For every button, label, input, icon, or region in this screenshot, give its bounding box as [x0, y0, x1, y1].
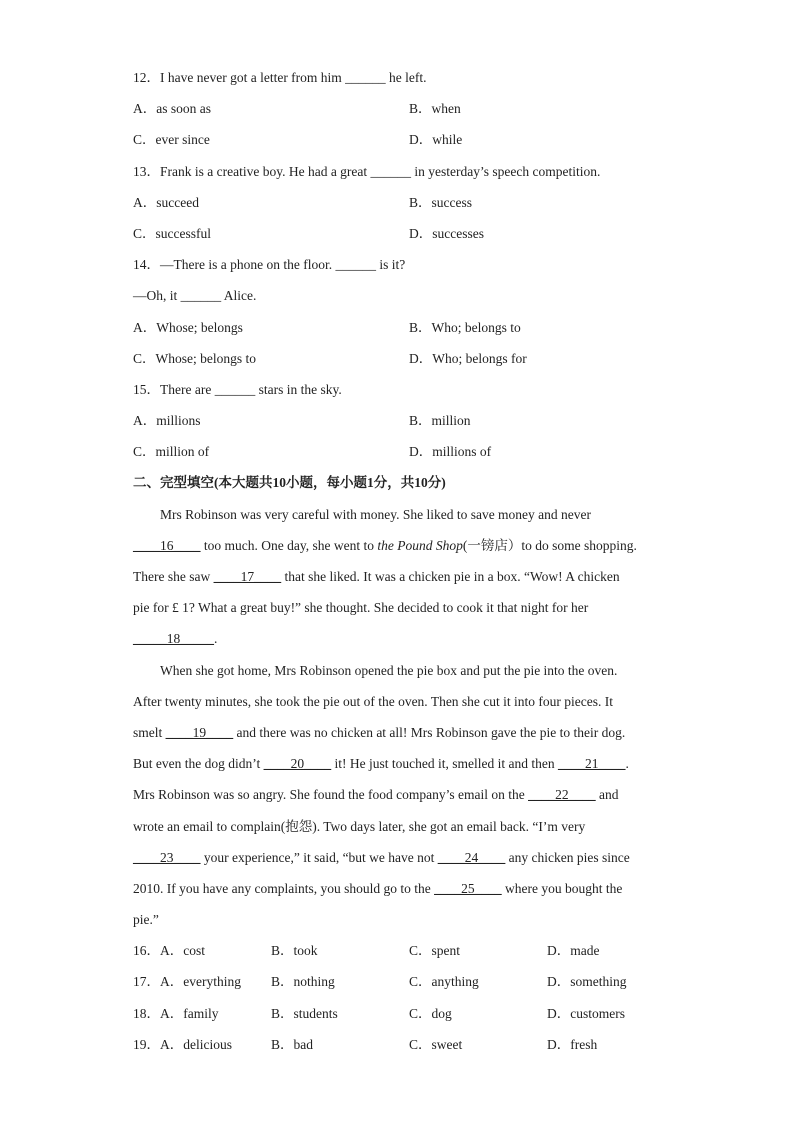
option-d[interactable]: D．made [547, 943, 600, 959]
blank-20: ____20____ [263, 756, 332, 772]
passage-line [133, 873, 663, 904]
option-b[interactable]: B．million [409, 413, 471, 429]
blank-24: ____24____ [437, 849, 506, 865]
blank-21: ____21____ [557, 756, 626, 772]
passage-line [133, 561, 663, 592]
blank-19: ____19____ [165, 724, 234, 740]
question-12-options-row2 [133, 124, 663, 155]
option-c[interactable]: C．spent [409, 943, 461, 959]
question-number: 17． [133, 974, 160, 990]
option-a[interactable]: A．millions [133, 413, 201, 429]
blank-23: ____23____ [133, 849, 201, 865]
option-b[interactable]: B．when [409, 101, 461, 117]
question-14-stem-reply: —Oh, it ______ Alice. [133, 288, 257, 304]
option-d[interactable]: D．successes [409, 225, 484, 241]
blank-18: _____18_____ [133, 631, 214, 647]
question-14-options-row2 [133, 343, 663, 374]
question-number: 18． [133, 1005, 160, 1021]
passage-text: Mrs Robinson was so angry. She found the food company’s email on the [133, 787, 529, 803]
option-b[interactable]: B．success [409, 194, 472, 210]
passage-text: (一镑店）to do some shopping. [462, 537, 637, 553]
option-a[interactable]: A．delicious [160, 1036, 232, 1052]
option-c[interactable]: C．ever since [133, 132, 210, 148]
option-b[interactable]: B．bad [271, 1036, 313, 1052]
question-number: 16． [133, 943, 160, 959]
option-c[interactable]: C．sweet [409, 1036, 463, 1052]
option-d[interactable]: D．Who; belongs for [409, 350, 527, 366]
passage-text: that she liked. It was a chicken pie in a box. “Wow! A chicken [281, 569, 620, 584]
passage-text: any chicken pies since [505, 849, 630, 865]
cloze-19-options [133, 1029, 663, 1060]
blank-16: ____16____ [133, 537, 201, 553]
option-c[interactable]: C．successful [133, 225, 211, 241]
question-15-stem: 15．There are ______ stars in the sky. [133, 381, 342, 397]
passage-text: . [625, 756, 629, 772]
option-b[interactable]: B．Who; belongs to [409, 319, 521, 335]
question-12-stem: 12．I have never got a letter from him ______ he left. [133, 70, 427, 85]
option-d[interactable]: D．customers [547, 1005, 625, 1021]
passage-line: wrote an email to complain(抱怨). Two days later, she got an email back. “I’m very [133, 818, 586, 834]
option-b[interactable]: B．took [271, 943, 318, 959]
option-c[interactable]: C．anything [409, 974, 479, 990]
passage-line [133, 748, 663, 779]
option-b[interactable]: B．nothing [271, 974, 335, 990]
cloze-18-options [133, 998, 663, 1029]
question-13-options-row2 [133, 218, 663, 249]
shop-name: the Pound Shop [377, 537, 463, 553]
passage-text: your experience,” it said, “but we have not [200, 849, 438, 865]
passage-line [133, 842, 663, 873]
question-13-stem: 13．Frank is a creative boy. He had a great ______ in yesterday’s speech competition. [133, 163, 601, 179]
passage-text: it! He just touched it, smelled it and then [331, 756, 558, 772]
passage-text: too much. One day, she went to [200, 537, 378, 553]
option-c[interactable]: C．dog [409, 1005, 452, 1021]
passage-line [133, 717, 663, 748]
option-c[interactable]: C．Whose; belongs to [133, 350, 256, 366]
passage-line: pie for £ 1? What a great buy!” she thought. She decided to cook it that night for her [133, 600, 589, 616]
option-a[interactable]: A．everything [160, 974, 241, 990]
passage-text: and [595, 787, 619, 803]
option-d[interactable]: D．while [409, 132, 463, 148]
option-a[interactable]: A．family [160, 1005, 219, 1021]
passage-line [133, 779, 663, 810]
passage-line [133, 530, 663, 561]
passage-line: After twenty minutes, she took the pie out of the oven. Then she cut it into four pieces. It [133, 693, 614, 709]
exam-page [133, 62, 663, 1060]
passage-text: and there was no chicken at all! Mrs Robinson gave the pie to their dog. [233, 724, 626, 740]
blank-22: ____22____ [528, 787, 596, 803]
question-14-options-row1 [133, 312, 663, 343]
question-14-stem: 14．—There is a phone on the floor. ______ is it? [133, 257, 406, 273]
passage-text: smelt [133, 724, 166, 740]
passage-line: Mrs Robinson was very careful with money. She liked to save money and never [160, 506, 592, 522]
option-a[interactable]: A．succeed [133, 194, 199, 210]
option-a[interactable]: A．as soon as [133, 101, 211, 117]
option-b[interactable]: B．students [271, 1005, 338, 1021]
passage-text: There she saw [133, 569, 214, 584]
section-title: 二、完型填空(本大题共10小题，每小题1分，共10分) [133, 475, 446, 491]
passage-text: . [214, 631, 218, 647]
option-d[interactable]: D．fresh [547, 1036, 598, 1052]
question-13-options-row1 [133, 187, 663, 218]
passage-text: But even the dog didn’t [133, 756, 264, 772]
option-a[interactable]: A．Whose; belongs [133, 319, 243, 335]
passage-text: where you bought the [501, 880, 623, 896]
passage-line: pie.” [133, 912, 159, 928]
option-d[interactable]: D．something [547, 974, 627, 990]
question-15-options-row1 [133, 405, 663, 436]
blank-17: ____17____ [213, 569, 282, 584]
question-number: 19． [133, 1036, 160, 1052]
passage-line [133, 623, 663, 654]
blank-25: ____25____ [434, 880, 502, 896]
passage-line: When she got home, Mrs Robinson opened the pie box and put the pie into the oven. [160, 662, 618, 678]
cloze-16-options [133, 935, 663, 966]
question-12-options-row1 [133, 93, 663, 124]
question-15-options-row2 [133, 436, 663, 467]
option-c[interactable]: C．million of [133, 444, 210, 460]
option-d[interactable]: D．millions of [409, 444, 492, 460]
option-a[interactable]: A．cost [160, 943, 205, 959]
passage-text: 2010. If you have any complaints, you should go to the [133, 880, 435, 896]
cloze-17-options [133, 966, 663, 997]
